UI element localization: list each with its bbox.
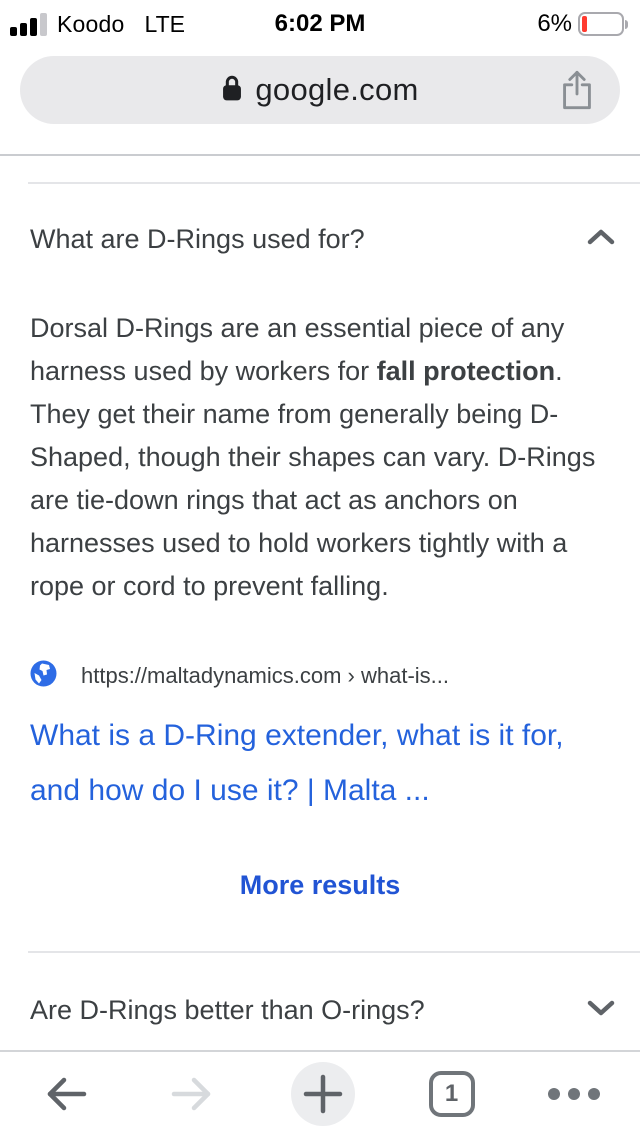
answer-text-cont: . They get their name from generally being D-Shaped, though their shapes can vary. D-Rings are tie-down rings that act as anchors on harnesses used to hold workers tightly with a rope or cord to prevent falling. [30,356,596,601]
result-source-row [0,660,640,692]
question-text: What are D-Rings used for? [30,224,365,254]
new-tab-icon[interactable] [291,1062,355,1126]
answer-paragraph [0,307,640,608]
more-results-button[interactable]: More results [239,870,401,900]
battery-percent-label: 6% [537,10,572,37]
forward-icon [166,1074,218,1114]
network-type-label: LTE [144,10,185,37]
answer-bold-text: fall protection [376,356,556,386]
carrier-label: Koodo [57,10,125,37]
lock-icon [221,74,243,107]
tab-count-label: 1 [444,1080,459,1107]
url-domain: google.com [255,72,419,107]
question-text: Are D-Rings better than O-rings? [30,995,425,1025]
browser-top-bar [0,42,640,156]
globe-favicon-icon [30,660,57,692]
clock: 6:02 PM [274,10,366,37]
chevron-down-icon[interactable] [586,998,616,1023]
paa-collapsed-question-row[interactable] [0,953,640,1026]
tab-switcher-icon[interactable] [429,1071,475,1117]
signal-strength-icon [10,13,47,36]
back-icon[interactable] [40,1074,92,1114]
paa-expanded-question-row[interactable] [0,184,640,255]
result-title-link[interactable]: What is a D-Ring extender, what is it for, and how do I use it? | Malta ... [30,719,564,807]
answer-text: Dorsal D-Rings are an essential piece of any harness used by workers for [30,313,565,386]
share-icon[interactable] [560,69,594,111]
status-bar [0,0,640,42]
address-bar[interactable] [20,56,620,124]
battery-icon [578,12,628,36]
browser-bottom-toolbar [0,1050,640,1136]
source-url-text: https://maltadynamics.com › what-is... [81,663,449,688]
search-results-content [0,182,640,1026]
more-menu-icon[interactable] [548,1088,600,1100]
chevron-up-icon[interactable] [586,227,616,252]
